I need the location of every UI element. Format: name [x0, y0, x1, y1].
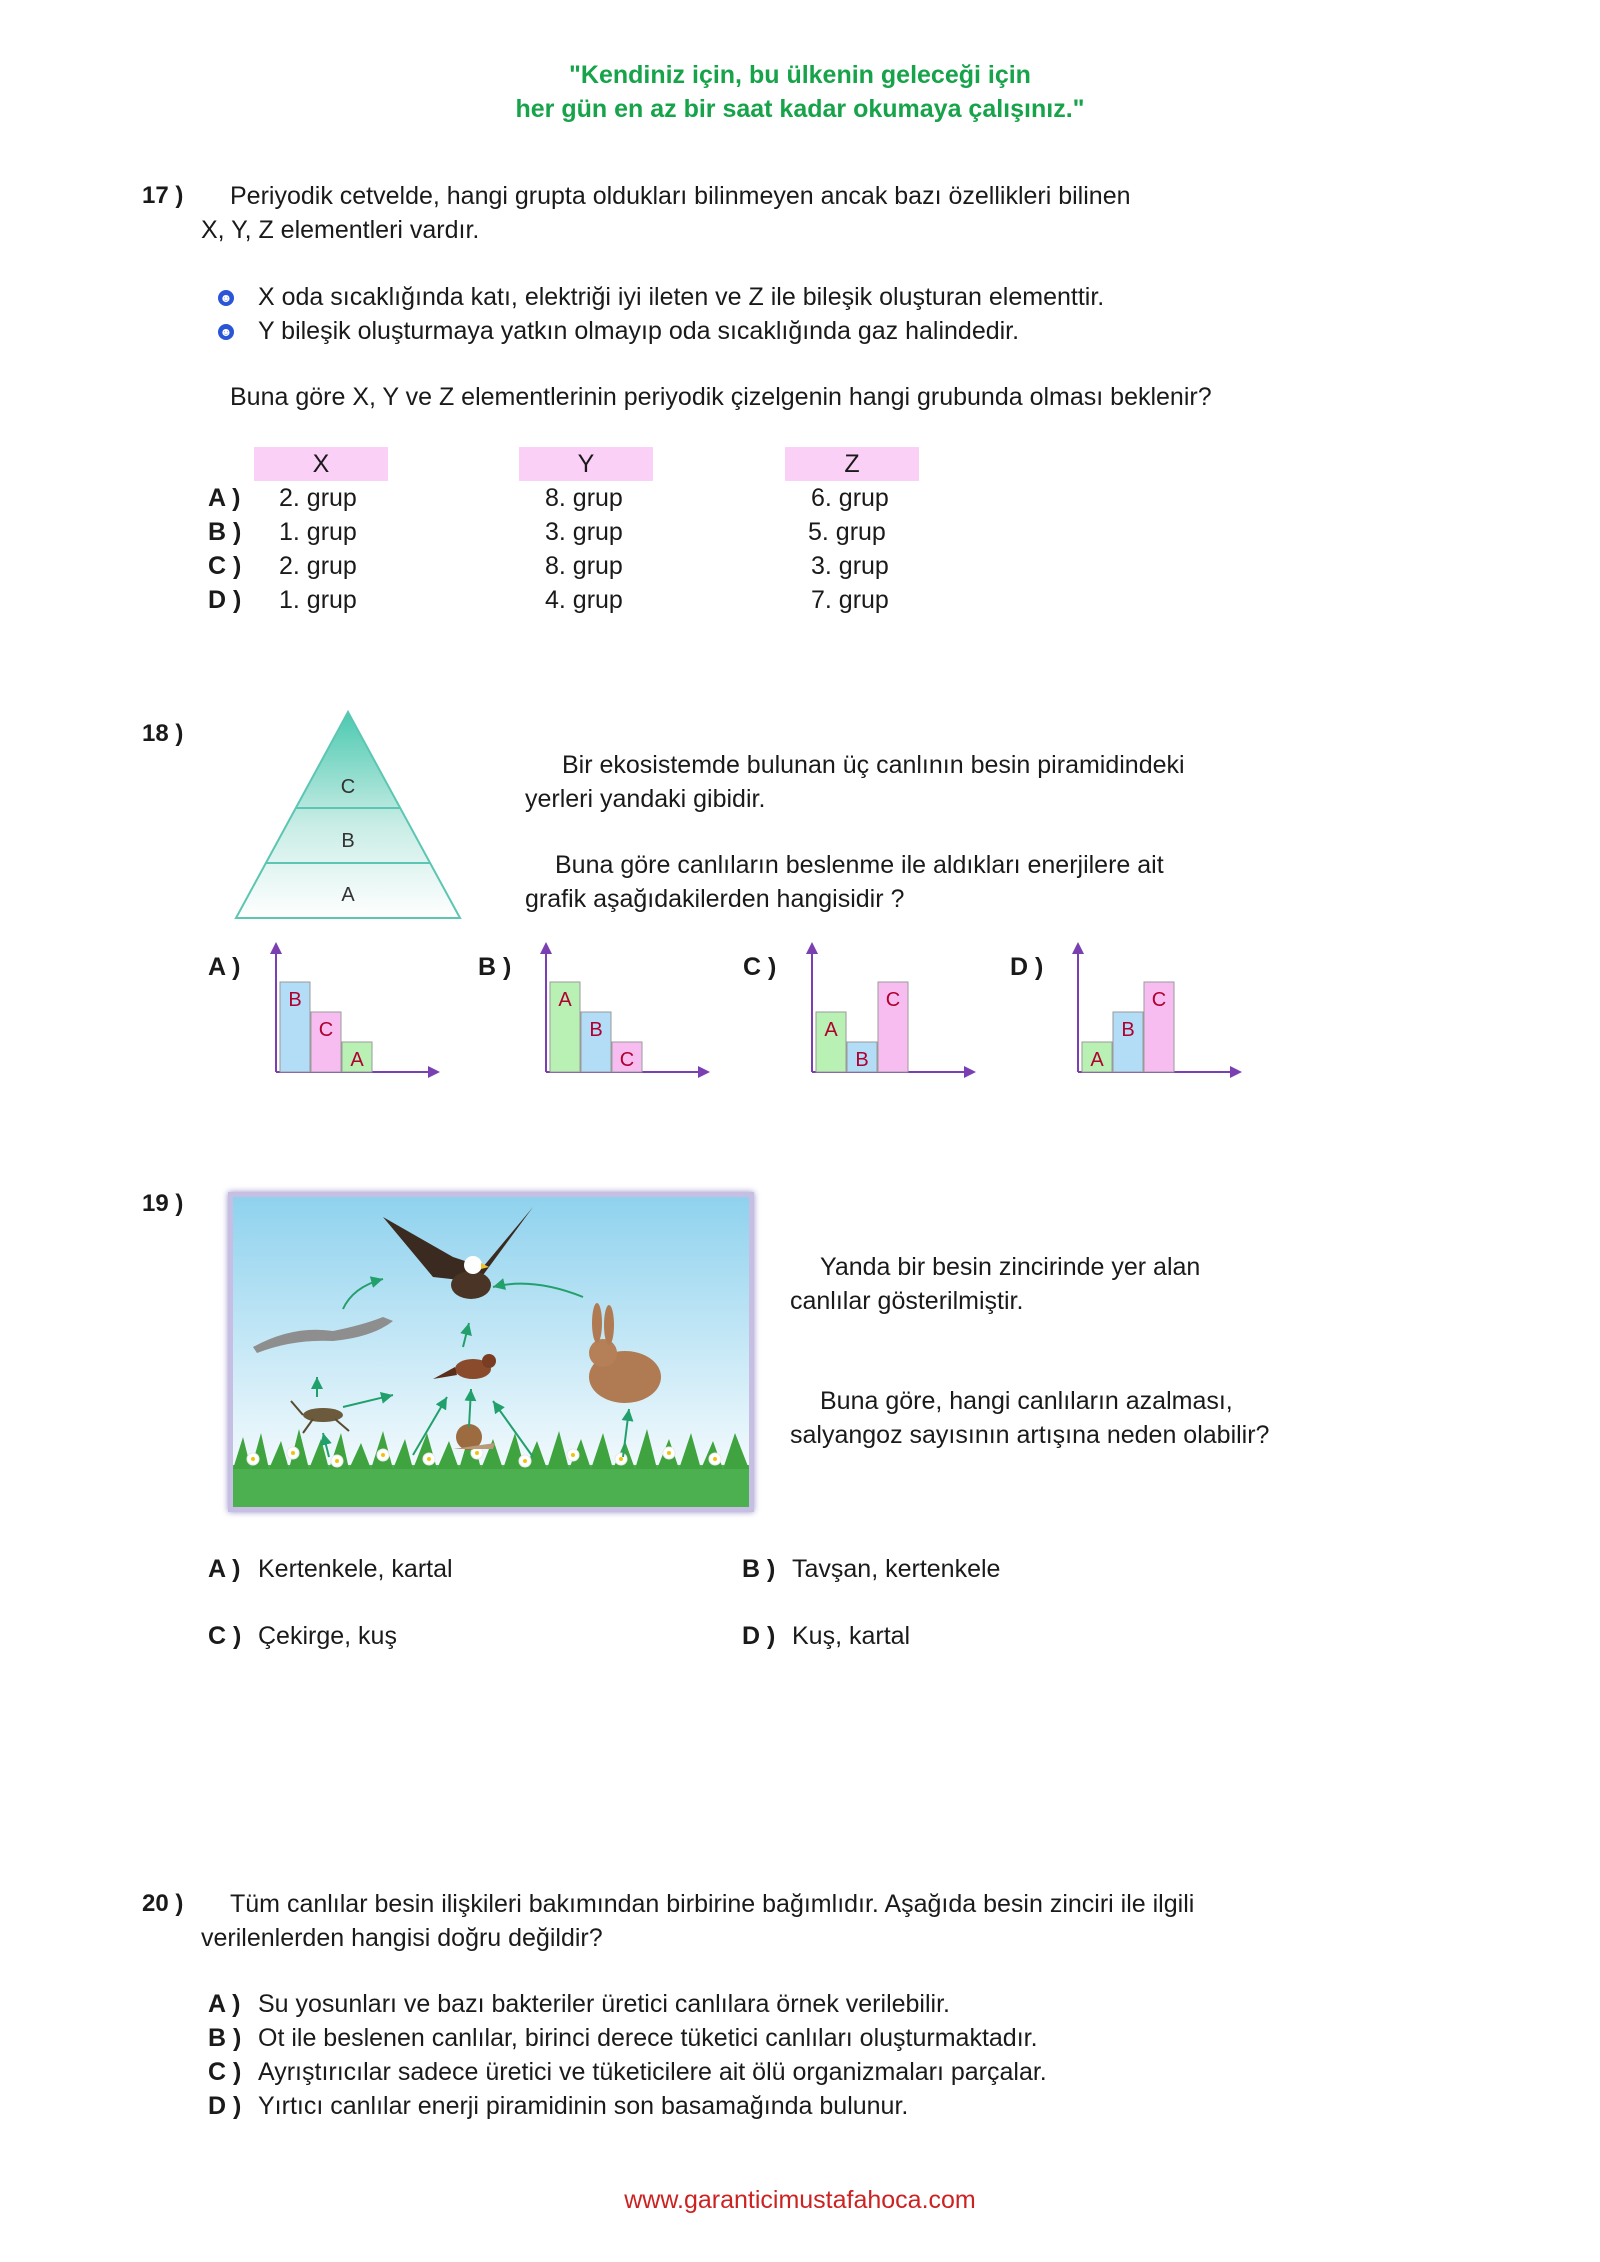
option-b-chart[interactable]: [530, 940, 720, 1080]
option-label: D ): [1010, 953, 1044, 981]
option-label: C ): [743, 953, 777, 981]
food-pyramid: [232, 708, 464, 922]
option-label: D ): [742, 1622, 776, 1650]
option-text: Kertenkele, kartal: [258, 1555, 453, 1583]
question-text-line-1: Tüm canlılar besin ilişkileri bakımından birbirine bağımlıdır. Aşağıda besin zinciri ile ilgili: [230, 1890, 1195, 1918]
option-z: 5. grup: [808, 518, 886, 546]
x-axis-arrow-icon: [698, 1066, 710, 1078]
bar-label: A: [558, 989, 572, 1011]
column-header-y: Y: [519, 447, 653, 481]
option-text: Tavşan, kertenkele: [792, 1555, 1001, 1583]
option-x: 1. grup: [279, 518, 357, 546]
option-label: B ): [208, 518, 242, 546]
paragraph-1-line-2: canlılar gösterilmiştir.: [790, 1287, 1024, 1315]
paragraph-2-line-1: Buna göre, hangi canlıların azalması,: [820, 1387, 1233, 1415]
option-x: 2. grup: [279, 552, 357, 580]
y-axis-arrow-icon: [1072, 942, 1084, 954]
option-text: Kuş, kartal: [792, 1622, 911, 1650]
paragraph-2-line-1: Buna göre canlıların beslenme ile aldıkları enerjilere ait: [555, 851, 1164, 879]
option-d-chart[interactable]: [1062, 940, 1252, 1080]
bar-label: C: [619, 1049, 635, 1071]
paragraph-2-line-2: grafik aşağıdakilerden hangisidir ?: [525, 885, 905, 913]
statement-1: X oda sıcaklığında katı, elektriği iyi ileten ve Z ile bileşik oluşturan elementtir.: [258, 283, 1105, 311]
option-label: B ): [742, 1555, 776, 1583]
y-axis-arrow-icon: [540, 942, 552, 954]
footer-website-link[interactable]: www.garanticimustafahoca.com: [624, 2186, 976, 2214]
option-y: 4. grup: [545, 586, 623, 614]
option-text: Çekirge, kuş: [258, 1622, 397, 1650]
option-text: Yırtıcı canlılar enerji piramidinin son basamağında bulunur.: [258, 2092, 909, 2120]
question-number: 19 ): [142, 1190, 184, 1217]
bar-label: B: [589, 1019, 603, 1041]
bar-label: C: [885, 989, 901, 1011]
column-header-z: Z: [785, 447, 919, 481]
option-label: C ): [208, 2058, 242, 2086]
x-axis-arrow-icon: [428, 1066, 440, 1078]
bar-label: A: [350, 1049, 364, 1071]
option-c-chart[interactable]: [796, 940, 986, 1080]
bar-label: C: [318, 1019, 334, 1041]
option-z: 6. grup: [811, 484, 889, 512]
question-prompt: Buna göre X, Y ve Z elementlerinin periyodik çizelgenin hangi grubunda olması beklenir?: [230, 383, 1212, 411]
option-text: Ot ile beslenen canlılar, birinci derece tüketici canlıları oluşturmaktadır.: [258, 2024, 1038, 2052]
paragraph-1-line-1: Yanda bir besin zincirinde yer alan: [820, 1253, 1201, 1281]
option-label: A ): [208, 1555, 241, 1583]
option-label: A ): [208, 1990, 241, 2018]
option-x: 1. grup: [279, 586, 357, 614]
option-a-chart[interactable]: [260, 940, 450, 1080]
option-z: 7. grup: [811, 586, 889, 614]
motto-line-2: her gün en az bir saat kadar okumaya çalışınız.": [515, 95, 1085, 123]
pyramid-level-middle: B: [341, 830, 355, 852]
x-axis-arrow-icon: [964, 1066, 976, 1078]
statement-2: Y bileşik oluşturmaya yatkın olmayıp oda sıcaklığında gaz halindedir.: [258, 317, 1020, 345]
option-label: D ): [208, 586, 242, 614]
option-y: 8. grup: [545, 552, 623, 580]
bullet-icon: ☻: [219, 291, 233, 305]
option-y: 3. grup: [545, 518, 623, 546]
option-label: D ): [208, 2092, 242, 2120]
pyramid-level-bottom: A: [341, 884, 355, 906]
option-label: B ): [478, 953, 512, 981]
option-z: 3. grup: [811, 552, 889, 580]
column-header-x: X: [254, 447, 388, 481]
y-axis-arrow-icon: [270, 942, 282, 954]
question-text-line-2: verilenlerden hangisi doğru değildir?: [201, 1924, 603, 1952]
food-chain-image: [228, 1192, 754, 1512]
option-text: Su yosunları ve bazı bakteriler üretici canlılara örnek verilebilir.: [258, 1990, 950, 2018]
bar-label: B: [288, 989, 302, 1011]
option-label: A ): [208, 953, 241, 981]
question-text-line-1: Periyodik cetvelde, hangi grupta oldukları bilinmeyen ancak bazı özellikleri bilinen: [230, 182, 1131, 210]
bar-label: B: [1121, 1019, 1135, 1041]
option-label: C ): [208, 552, 242, 580]
bar-label: B: [855, 1049, 869, 1071]
bar-label: A: [824, 1019, 838, 1041]
x-axis-arrow-icon: [1230, 1066, 1242, 1078]
option-label: B ): [208, 2024, 242, 2052]
question-text-line-2: X, Y, Z elementleri vardır.: [201, 216, 480, 244]
motto-line-1: "Kendiniz için, bu ülkenin geleceği için: [569, 61, 1031, 89]
option-text: Ayrıştırıcılar sadece üretici ve tüketicilere ait ölü organizmaları parçalar.: [258, 2058, 1047, 2086]
question-number: 20 ): [142, 1890, 184, 1917]
pyramid-level-top: C: [340, 776, 356, 798]
paragraph-1-line-2: yerleri yandaki gibidir.: [525, 785, 766, 813]
paragraph-2-line-2: salyangoz sayısının artışına neden olabilir?: [790, 1421, 1270, 1449]
option-y: 8. grup: [545, 484, 623, 512]
question-number: 17 ): [142, 182, 184, 209]
option-label: C ): [208, 1622, 242, 1650]
option-x: 2. grup: [279, 484, 357, 512]
y-axis-arrow-icon: [806, 942, 818, 954]
bar-label: C: [1151, 989, 1167, 1011]
bar-label: A: [1090, 1049, 1104, 1071]
paragraph-1-line-1: Bir ekosistemde bulunan üç canlının besin piramidindeki: [562, 751, 1185, 779]
option-label: A ): [208, 484, 241, 512]
bullet-icon: ☻: [219, 325, 233, 339]
question-number: 18 ): [142, 720, 184, 747]
